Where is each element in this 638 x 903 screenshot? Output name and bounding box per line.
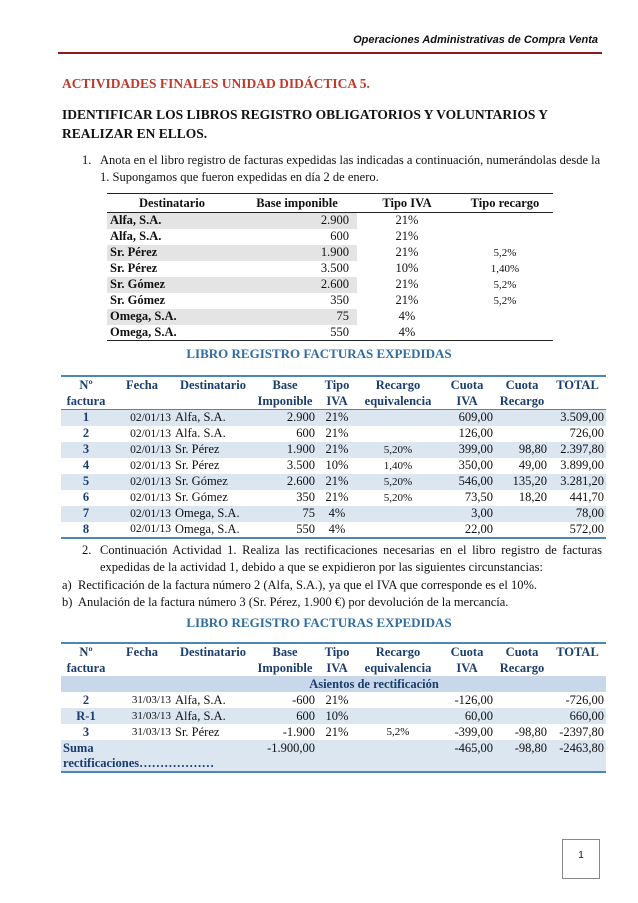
- table-row: [107, 277, 553, 293]
- suma-iva: -465,00: [439, 740, 495, 756]
- table-cell: Alfa, S.A.: [173, 410, 253, 426]
- col-header-tipo: Tipo: [317, 643, 357, 660]
- table-cell: -600: [292, 692, 315, 707]
- table-cell: Sr. Pérez: [175, 458, 220, 472]
- table-cell: 75: [253, 506, 317, 522]
- table-cell: Omega, S.A.: [107, 325, 237, 341]
- table-cell: 8: [61, 522, 111, 538]
- table-cell: [357, 692, 439, 708]
- table-cell: [495, 522, 549, 538]
- col-header-recargo-2: equivalencia: [357, 393, 439, 410]
- col-header-destinatario: Destinatario: [173, 376, 253, 393]
- col-header-total: TOTAL: [549, 376, 606, 393]
- table-cell: -126,00: [454, 692, 493, 707]
- table-cell: 10%: [325, 458, 349, 472]
- col-header-cuota-iva-2: IVA: [439, 393, 495, 410]
- table-cell: 22,00: [439, 522, 495, 538]
- table-cell: 73,50: [464, 490, 493, 504]
- table-cell: 1: [61, 410, 111, 426]
- table-cell: 399,00: [439, 442, 495, 458]
- ledger-2-table: [61, 642, 606, 773]
- subitem-text: Rectificación de la factura número 2 (Alfa, S.A.), ya que el IVA que corresponde es el 10%.: [78, 578, 537, 592]
- col-header-base: Base: [253, 376, 317, 393]
- table-cell: [495, 692, 549, 708]
- table-cell: Alfa, S.A.: [110, 229, 162, 243]
- subitem-label: b): [62, 595, 73, 609]
- table-cell: -726,00: [565, 692, 604, 707]
- col-header-cuota-recargo: Cuota: [495, 376, 549, 393]
- table-cell: 660,00: [549, 708, 606, 724]
- source-invoice-table: [107, 193, 553, 341]
- table-cell: 5,2%: [493, 246, 517, 259]
- table-cell: 21%: [395, 293, 419, 307]
- table-cell: 02/01/13: [130, 491, 171, 504]
- col-header: Tipo IVA: [357, 194, 457, 213]
- table-cell: 6: [82, 490, 90, 504]
- table-cell: -1.900: [282, 724, 315, 739]
- table-cell: 4%: [317, 522, 357, 538]
- table-cell: 5,20%: [357, 474, 439, 490]
- col-header: Destinatario: [107, 194, 237, 213]
- table-cell: [357, 740, 439, 756]
- table-row: [107, 309, 553, 325]
- table-cell: 31/03/13: [131, 694, 171, 706]
- col-header-fecha: Fecha: [111, 376, 173, 393]
- table-cell: Sr. Gómez: [173, 474, 253, 490]
- table-cell: 572,00: [549, 522, 606, 538]
- table-cell: 441,70: [569, 490, 604, 504]
- table-row: [107, 325, 553, 341]
- table-cell: 550: [253, 522, 317, 538]
- table-cell: Sr. Pérez: [110, 261, 158, 275]
- ledger-1-table: [61, 375, 606, 539]
- table-cell: 21%: [395, 213, 419, 228]
- col-header-nro: Nº: [61, 643, 111, 660]
- table-cell: [457, 325, 553, 341]
- suma-label-2: rectificaciones………………: [61, 756, 253, 772]
- table-row: [61, 724, 606, 740]
- ledger-1-title: LIBRO REGISTRO FACTURAS EXPEDIDAS: [186, 346, 452, 361]
- item-number: 1.: [82, 153, 92, 167]
- table-cell: [457, 213, 553, 229]
- table-cell: [495, 708, 549, 724]
- table-cell: 350: [330, 293, 349, 307]
- table-cell: 21%: [325, 426, 349, 440]
- col-header-cuota-recargo: Cuota: [495, 643, 549, 660]
- table-cell: 4%: [357, 325, 457, 341]
- table-cell: 726,00: [569, 426, 604, 440]
- table-cell: 600: [296, 426, 315, 440]
- col-header: Base imponible: [237, 194, 357, 213]
- table-cell: [495, 756, 549, 772]
- table-cell: 98,80: [495, 442, 549, 458]
- table-cell: 02/01/13: [111, 522, 173, 538]
- table-cell: [495, 410, 549, 426]
- table-cell: 75: [237, 309, 357, 325]
- table-row: [61, 442, 606, 458]
- table-cell: 2: [82, 692, 90, 707]
- table-cell: 609,00: [439, 410, 495, 426]
- col-header-total: TOTAL: [549, 643, 606, 660]
- col-header-cuota-recargo-2: Recargo: [495, 393, 549, 410]
- table-cell: [357, 426, 439, 442]
- col-header-cuota-iva: Cuota: [439, 643, 495, 660]
- subitem-text: Anulación de la factura número 3 (Sr. Pérez, 1.900 €) por devolución de la mercancía.: [78, 595, 509, 609]
- table-cell: [357, 708, 439, 724]
- table-cell: Alfa, S.A.: [107, 213, 237, 229]
- table-cell: Omega, S.A.: [107, 309, 237, 325]
- table-cell: 10%: [395, 261, 419, 275]
- table-cell: 3.281,20: [549, 474, 606, 490]
- table-cell: 1.900: [237, 245, 357, 261]
- table-cell: 5: [61, 474, 111, 490]
- col-header-tipo-2: IVA: [317, 393, 357, 410]
- table-cell: 5,2%: [493, 278, 517, 291]
- col-header-cuota-recargo-2: Recargo: [499, 661, 545, 675]
- subitem-a: [62, 577, 602, 594]
- table-cell: [495, 426, 549, 442]
- item-number: 2.: [82, 543, 92, 557]
- running-header: Operaciones Administrativas de Compra Venta: [353, 34, 598, 46]
- subitem-b: [62, 594, 602, 611]
- table-cell: 3: [61, 442, 111, 458]
- activity-title: ACTIVIDADES FINALES UNIDAD DIDÁCTICA 5.: [62, 76, 370, 91]
- table-cell: 2.600: [253, 474, 317, 490]
- col-header-destinatario: Destinatario: [173, 643, 253, 660]
- table-cell: 21%: [395, 229, 419, 243]
- table-cell: 4%: [398, 309, 416, 323]
- table-row: [61, 410, 606, 426]
- table-cell: 5,2%: [493, 294, 517, 307]
- col-header-base-2: Imponible: [253, 393, 317, 410]
- table-cell: 3.500: [320, 261, 349, 275]
- table-cell: 78,00: [549, 506, 606, 522]
- col-header-recargo: Recargo: [357, 643, 439, 660]
- table-cell: 350: [296, 490, 315, 504]
- table-cell: [495, 506, 549, 522]
- table-row: [61, 474, 606, 490]
- table-cell: 350,00: [458, 458, 493, 472]
- page-number: 1: [562, 839, 600, 879]
- table-cell: 2.600: [237, 277, 357, 293]
- table-cell: Alfa, S.A.: [175, 692, 226, 707]
- col-header-recargo: Recargo: [357, 376, 439, 393]
- table-cell: Sr. Gómez: [175, 490, 228, 504]
- table-cell: Sr. Pérez: [175, 724, 220, 739]
- subitem-label: a): [62, 578, 72, 592]
- col-header-base-2: Imponible: [257, 661, 313, 675]
- table-cell: 02/01/13: [111, 474, 173, 490]
- table-cell: [317, 740, 357, 756]
- header-rule: [58, 52, 602, 54]
- table-cell: 02/01/13: [130, 459, 171, 472]
- instruction-item-1: [82, 152, 602, 186]
- col-header: Tipo recargo: [457, 194, 553, 213]
- table-cell: 21%: [395, 277, 419, 291]
- table-cell: 3: [82, 724, 90, 739]
- table-row: [107, 213, 553, 229]
- table-cell: [317, 756, 357, 772]
- table-cell: Alfa, S.A.: [173, 708, 253, 724]
- table-cell: 135,20: [495, 474, 549, 490]
- table-cell: 7: [61, 506, 111, 522]
- table-cell: 5,2%: [386, 726, 410, 738]
- table-cell: 49,00: [518, 458, 547, 472]
- table-cell: Omega, S.A.: [173, 522, 253, 538]
- table-cell: [549, 756, 606, 772]
- col-header-nro: Nº: [61, 376, 111, 393]
- table-row: [61, 522, 606, 538]
- table-cell: 21%: [317, 410, 357, 426]
- table-row: [107, 293, 553, 309]
- table-cell: 21%: [317, 474, 357, 490]
- table-cell: -98,80: [514, 724, 547, 739]
- suma-base: -1.900,00: [253, 740, 317, 756]
- col-header-recargo-2: equivalencia: [364, 661, 432, 675]
- table-cell: 31/03/13: [131, 726, 171, 738]
- table-cell: 5,20%: [383, 491, 413, 504]
- table-cell: 3.899,00: [560, 458, 604, 472]
- table-cell: [357, 522, 439, 538]
- table-cell: Sr. Gómez: [110, 293, 166, 307]
- table-cell: 126,00: [458, 426, 493, 440]
- table-cell: 600: [253, 708, 317, 724]
- col-header-tipo: Tipo: [317, 376, 357, 393]
- table-cell: Sr. Pérez: [173, 442, 253, 458]
- col-header-base: Base: [253, 643, 317, 660]
- instruction-item-2: [82, 542, 602, 576]
- table-cell: 02/01/13: [130, 427, 171, 440]
- table-cell: 02/01/13: [111, 442, 173, 458]
- table-cell: 2.900: [237, 213, 357, 229]
- main-heading: IDENTIFICAR LOS LIBROS REGISTRO OBLIGATORIOS Y VOLUNTARIOS Y REALIZAR EN ELLOS.: [62, 107, 548, 141]
- table-cell: 1,40%: [490, 262, 520, 275]
- table-cell: Omega, S.A.: [173, 506, 253, 522]
- table-cell: 02/01/13: [111, 410, 173, 426]
- table-cell: [357, 410, 439, 426]
- table-cell: 18,20: [518, 490, 547, 504]
- table-row: [61, 708, 606, 724]
- item-text: Continuación Actividad 1. Realiza las rectificaciones necesarias en el libro registro de facturas expedidas de la actividad 1, debido a que se expidieron por las siguientes circunstancias:: [100, 543, 602, 574]
- item-text: Anota en el libro registro de facturas expedidas las indicadas a continuación, numerándolas desde la 1. Supongamos que fueron expedidas en día 2 de enero.: [100, 153, 601, 184]
- table-cell: [357, 756, 439, 772]
- col-header-cuota-iva-2: IVA: [456, 661, 478, 675]
- table-cell: [253, 756, 317, 772]
- table-cell: 550: [237, 325, 357, 341]
- table-cell: 21%: [325, 724, 349, 739]
- col-header-fecha: Fecha: [111, 643, 173, 660]
- table-row: [61, 506, 606, 522]
- table-cell: 1,40%: [383, 459, 413, 472]
- table-cell: Alfa. S.A.: [175, 426, 226, 440]
- table-cell: 21%: [325, 490, 349, 504]
- table-cell: 3,00: [439, 506, 495, 522]
- table-cell: 4: [82, 458, 90, 472]
- table-cell: 2.397,80: [549, 442, 606, 458]
- table-cell: 21%: [395, 245, 419, 259]
- table-cell: 600: [330, 229, 349, 243]
- table-cell: -399,00: [454, 724, 493, 739]
- suma-total: -2463,80: [549, 740, 606, 756]
- table-row: [61, 458, 606, 474]
- table-cell: 3.509,00: [549, 410, 606, 426]
- table-cell: 10%: [317, 708, 357, 724]
- table-cell: 4%: [317, 506, 357, 522]
- suma-row: [61, 740, 606, 756]
- table-cell: R-1: [61, 708, 111, 724]
- table-cell: 02/01/13: [111, 506, 173, 522]
- table-cell: [357, 506, 439, 522]
- suma-label: Suma: [61, 740, 253, 756]
- table-cell: 5,20%: [357, 442, 439, 458]
- col-header-tipo-2: IVA: [326, 661, 348, 675]
- asientos-banner: Asientos de rectificación: [253, 676, 495, 692]
- suma-row-2: [61, 756, 606, 772]
- table-row: [61, 426, 606, 442]
- table-cell: 21%: [325, 692, 349, 707]
- table-row: [107, 229, 553, 245]
- table-cell: -2397,80: [559, 724, 604, 739]
- table-cell: 21%: [317, 442, 357, 458]
- table-row: [61, 490, 606, 506]
- table-cell: 31/03/13: [111, 708, 173, 724]
- table-cell: 546,00: [439, 474, 495, 490]
- table-cell: 1.900: [253, 442, 317, 458]
- table-cell: 2.900: [253, 410, 317, 426]
- table-cell: 3.500: [286, 458, 315, 472]
- table-row: [61, 692, 606, 708]
- table-cell: Sr. Pérez: [107, 245, 237, 261]
- ledger-2-title: LIBRO REGISTRO FACTURAS EXPEDIDAS: [186, 615, 452, 630]
- table-cell: Sr. Gómez: [107, 277, 237, 293]
- col-header-nro-2: factura: [66, 661, 106, 675]
- suma-recargo: -98,80: [495, 740, 549, 756]
- table-cell: 2: [82, 426, 90, 440]
- col-header-cuota-iva: Cuota: [439, 376, 495, 393]
- table-cell: [439, 756, 495, 772]
- table-row: [107, 261, 553, 277]
- table-cell: [457, 229, 553, 245]
- table-cell: [457, 309, 553, 325]
- col-header-nro-2: factura: [61, 393, 111, 410]
- table-row: [107, 245, 553, 261]
- table-cell: 60,00: [439, 708, 495, 724]
